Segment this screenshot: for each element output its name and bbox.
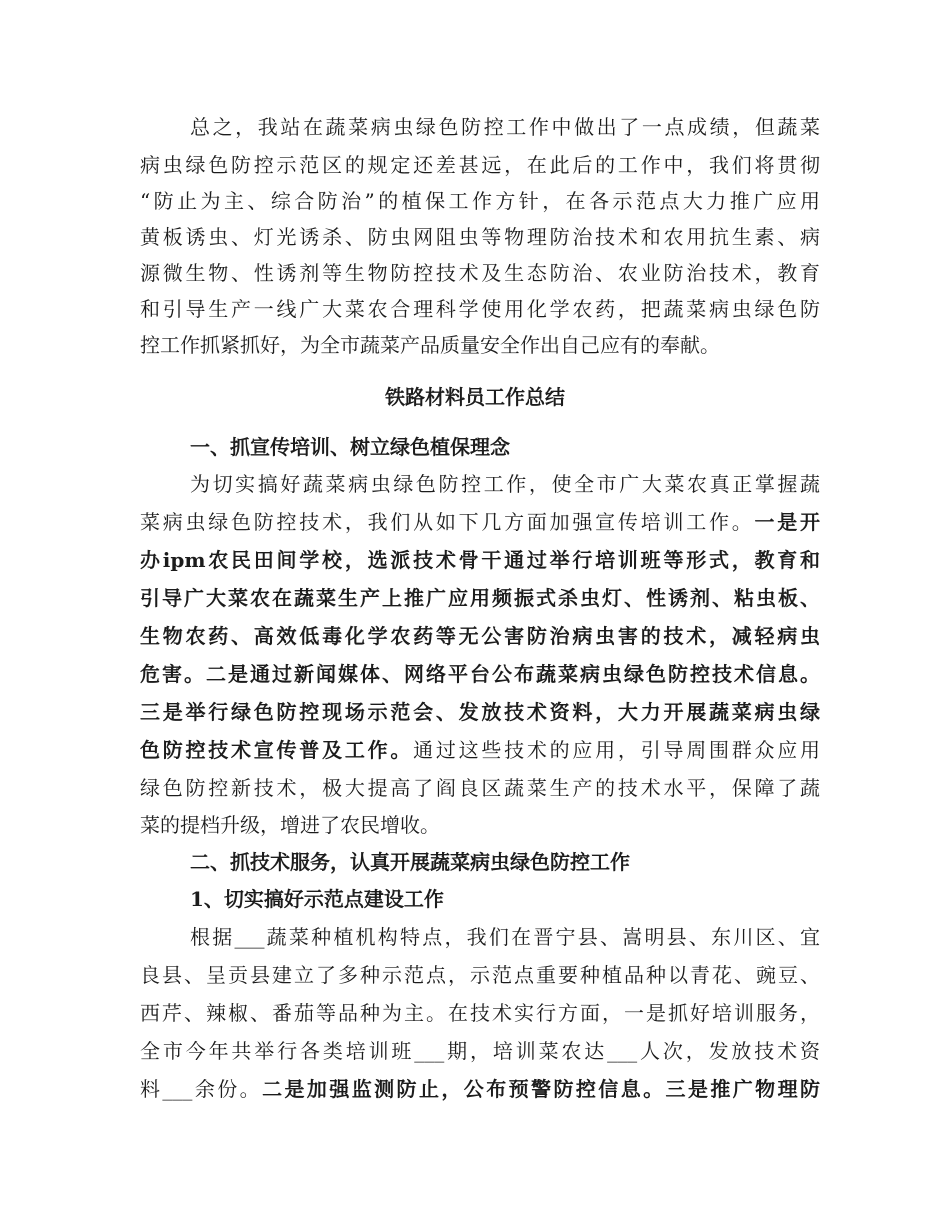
paragraph-line: 引导广大菜农在蔬菜生产上推广应用频振式杀虫灯、性诱剂、粘虫板、 — [140, 586, 820, 610]
section-heading: 二、抓技术服务，认真开展蔬菜病虫绿色防控工作 — [190, 850, 630, 874]
paragraph-line: 为切实搞好蔬菜病虫绿色防控工作，使全市广大菜农真正掌握蔬 — [190, 472, 820, 496]
bold-text-span: 一是开 — [754, 510, 820, 534]
paragraph-line: 全市今年共举行各类培训班___期，培训菜农达___人次，发放技术资 — [140, 1039, 820, 1063]
paragraph-line: 绿色防控新技术，极大提高了阎良区蔬菜生产的技术水平，保障了蔬 — [140, 776, 820, 800]
bold-text-span: 二是加强监测防止，公布预警防控信息。三是推广物理防 — [262, 1077, 820, 1101]
subsection-heading: 1、切实搞好示范点建设工作 — [190, 887, 444, 911]
section-heading: 一、抓宣传培训、树立绿色植保理念 — [190, 435, 510, 459]
bold-text-span: 色防控技术宣传普及工作。 — [140, 738, 414, 762]
paragraph-line: 病虫绿色防控示范区的规定还差甚远，在此后的工作中，我们将贯彻 — [140, 153, 820, 177]
document-title: 铁路材料员工作总结 — [385, 385, 565, 409]
paragraph-line: 办ipm农民田间学校，选派技术骨干通过举行培训班等形式，教育和 — [140, 548, 820, 572]
paragraph-line — [140, 510, 820, 534]
paragraph-line: 良县、呈贡县建立了多种示范点，示范点重要种植品种以青花、豌豆、 — [140, 963, 820, 987]
paragraph-line: 根据___蔬菜种植机构特点，我们在晋宁县、嵩明县、东川区、宜 — [190, 925, 820, 949]
paragraph-line: 控工作抓紧抓好，为全市蔬菜产品质量安全作出自己应有的奉献。 — [140, 333, 720, 357]
paragraph-line: 三是举行绿色防控现场示范会、发放技术资料，大力开展蔬菜病虫绿 — [140, 700, 820, 724]
paragraph-line: 和引导生产一线广大菜农合理科学使用化学农药，把蔬菜病虫绿色防 — [140, 297, 820, 321]
paragraph-line: 黄板诱虫、灯光诱杀、防虫网阻虫等物理防治技术和农用抗生素、病 — [140, 225, 820, 249]
paragraph-line: “防止为主、综合防治”的植保工作方针，在各示范点大力推广应用 — [140, 189, 820, 213]
text-span: 菜病虫绿色防控技术，我们从如下几方面加强宣传培训工作。 — [140, 510, 755, 534]
paragraph-line: 西芹、辣椒、番茄等品种为主。在技术实行方面，一是抓好培训服务， — [140, 1001, 820, 1025]
text-span: 通过这些技术的应用，引导周围群众应用 — [413, 738, 820, 762]
paragraph-line: 危害。二是通过新闻媒体、网络平台公布蔬菜病虫绿色防控技术信息。 — [140, 662, 820, 686]
text-span: 料___余份。 — [140, 1077, 263, 1101]
paragraph-line: 总之，我站在蔬菜病虫绿色防控工作中做出了一点成绩，但蔬菜 — [190, 115, 820, 139]
paragraph-line — [140, 738, 820, 762]
paragraph-line: 菜的提档升级，增进了农民增收。 — [140, 813, 440, 837]
paragraph-line — [140, 1077, 820, 1101]
paragraph-line: 源微生物、性诱剂等生物防控技术及生态防治、农业防治技术，教育 — [140, 261, 820, 285]
paragraph-line: 生物农药、高效低毒化学农药等无公害防治病虫害的技术，减轻病虫 — [140, 624, 820, 648]
